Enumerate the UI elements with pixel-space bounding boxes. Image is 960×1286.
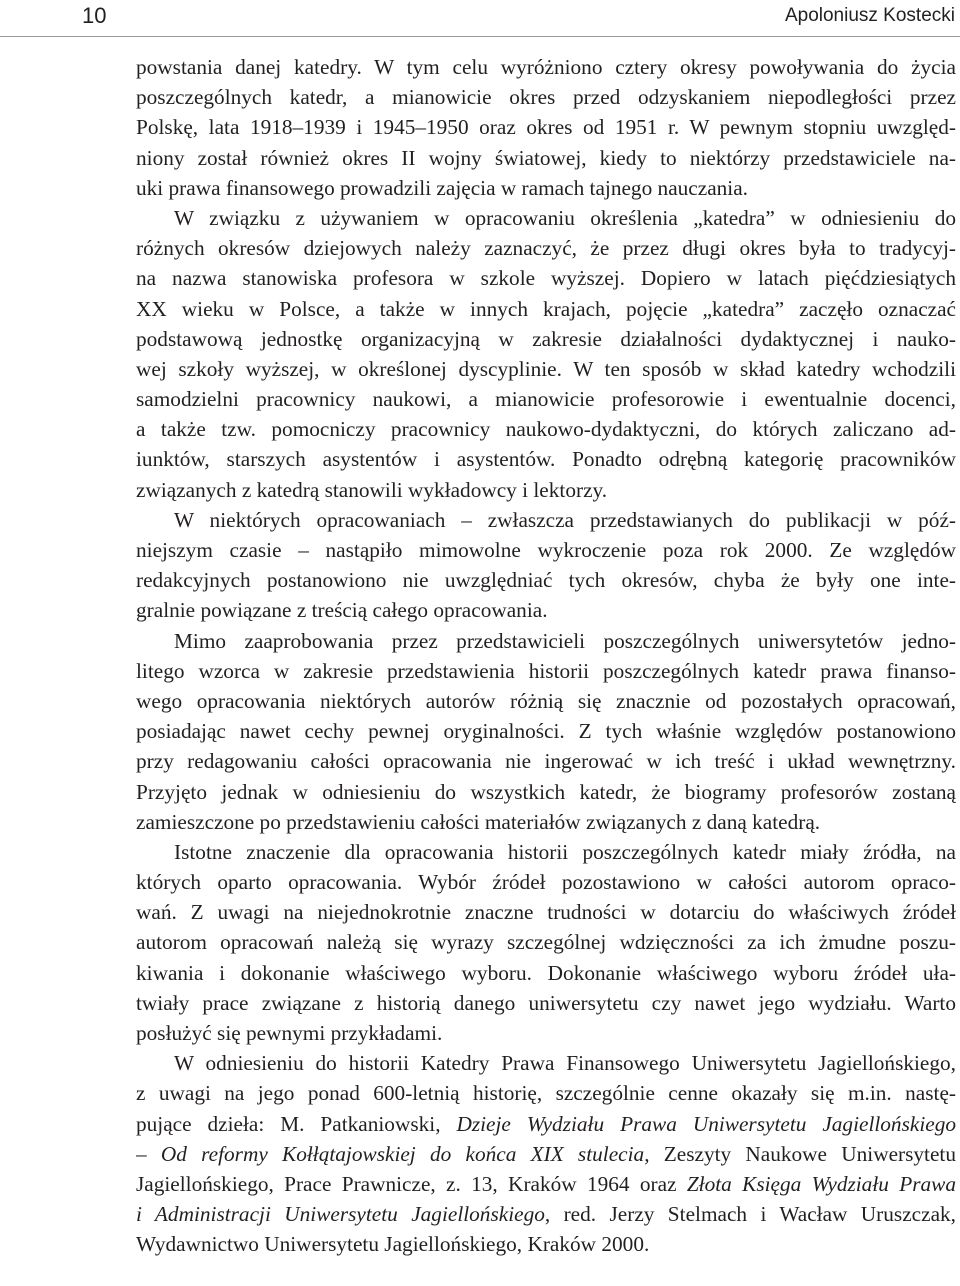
text-line: przy redagowaniu całości opracowania nie ingerować w ich treść i układ wewnętrzny.	[136, 749, 956, 774]
text-line: podstawową jednostkę organizacyjną w zakresie działalności dydaktycznej i nauko-	[136, 326, 956, 351]
text-line	[136, 1109, 956, 1139]
text-line: kiwania i dokonanie właściwego wyboru. Dokonanie właściwego wyboru źródeł uła-	[136, 960, 956, 985]
text-line: uki prawa finansowego prowadzili zajęcia w ramach tajnego nauczania.	[136, 175, 749, 200]
text-line: Polskę, lata 1918–1939 i 1945–1950 oraz okres od 1951 r. W pewnym stopniu uwzględ-	[136, 115, 956, 140]
text-line: iunktów, starszych asystentów i asystentów. Ponadto odrębną kategorię pracowników	[136, 447, 956, 472]
text-line: powstania danej katedry. W tym celu wyróżniono cztery okresy powoływania do życia	[136, 55, 956, 79]
text-line: związanych z katedrą stanowili wykładowcy i lektorzy.	[136, 477, 608, 502]
text-line: posłużyć się pewnymi przykładami.	[136, 1021, 443, 1045]
text-line: litego wzorca w zakresie przedstawienia historii poszczególnych katedr prawa finanso-	[136, 658, 956, 683]
text-line	[136, 1169, 956, 1199]
text-line: W niektórych opracowaniach – zwłaszcza przedstawianych do publikacji w póź-	[174, 507, 956, 532]
text-line: na nazwa stanowiska profesora w szkole wyższej. Dopiero w latach pięćdziesiątych	[136, 266, 956, 291]
text-line	[136, 1139, 956, 1169]
text-line: XX wieku w Polsce, a także w innych krajach, pojęcie „katedra” zaczęło oznaczać	[136, 296, 956, 321]
text-span: Jagiellońskiego, Prace Prawnicze, z. 13, Kraków 1964 oraz	[136, 1171, 687, 1196]
text-line: z uwagi na jego ponad 600-letnią historię, szczególnie cenne okazały się m.in. nastę-	[136, 1081, 956, 1106]
text-line: niejszym czasie – nastąpiło mimowolne wykroczenie poza rok 2000. Ze względów	[136, 538, 956, 562]
text-line: twiały prace związane z historią danego uniwersytetu czy nawet jego wydziału. Warto	[136, 990, 956, 1015]
text-span: , red. Jerzy Stelmach i Wacław Uruszczak,	[544, 1202, 956, 1227]
body-text	[136, 52, 956, 1260]
text-line: Wydawnictwo Uniwersytetu Jagiellońskiego, Kraków 2000.	[136, 1232, 650, 1257]
italic-title: i Administracji Uniwersytetu Jagiellońskiego	[136, 1202, 545, 1227]
text-line: redakcyjnych postanowiono nie uwzględniać tych okresów, chyba że były one inte-	[136, 568, 956, 593]
page-number: 10	[82, 3, 107, 28]
text-line: autorom opracowań należą się wyrazy szczególnej wdzięczności za ich żmudne poszu-	[136, 930, 956, 955]
text-line: poszczególnych katedr, a mianowicie okres przed odzyskaniem niepodległości przez	[136, 85, 956, 110]
italic-title: – Od reformy Kołłątajowskiej do końca XIX stulecia	[136, 1141, 645, 1166]
running-head-author: Apoloniusz Kostecki	[784, 5, 955, 26]
italic-title: Złota Księga Wydziału Prawa	[686, 1171, 956, 1196]
text-span: pujące dzieła: M. Patkaniowski,	[136, 1111, 457, 1136]
text-line: zamieszczone po przedstawieniu całości materiałów związanych z daną katedrą.	[136, 809, 821, 834]
text-line: samodzielni pracownicy naukowi, a mianowicie profesorowie i ewentualnie docenci,	[136, 387, 956, 412]
text-line: W związku z używaniem w opracowaniu określenia „katedra” w odniesieniu do	[174, 205, 956, 230]
text-line: wego opracowania niektórych autorów różnią się znacznie od pozostałych opracowań,	[136, 688, 956, 713]
text-span: , Zeszyty Naukowe Uniwersytetu	[644, 1141, 956, 1166]
text-line: wań. Z uwagi na niejednokrotnie znaczne trudności w dotarciu do właściwych źródeł	[136, 900, 956, 925]
text-line: posiadając nawet cechy pewnej oryginalności. Z tych właśnie względów postanowiono	[136, 719, 956, 744]
text-line: niony został również okres II wojny światowej, kiedy to niektórzy przedstawiciele na-	[136, 145, 956, 170]
text-line	[136, 1199, 956, 1229]
text-line: Mimo zaaprobowania przez przedstawicieli poszczególnych uniwersytetów jedno-	[174, 628, 956, 653]
text-line: których oparto opracowania. Wybór źródeł pozostawiono w całości autorom opraco-	[136, 870, 956, 895]
page-header	[0, 0, 960, 37]
text-line: Istotne znaczenie dla opracowania historii poszczególnych katedr miały źródła, na	[174, 839, 956, 864]
text-line: a także tzw. pomocniczy pracownicy naukowo-dydaktyczni, do których zaliczano ad-	[136, 417, 956, 442]
text-line: Przyjęto jednak w odniesieniu do wszystkich katedr, że biogramy profesorów zostaną	[136, 779, 956, 804]
text-line: gralnie powiązane z treścią całego opracowania.	[136, 598, 548, 623]
text-line: różnych okresów dziejowych należy zaznaczyć, że przez długi okres była to tradycyj-	[136, 236, 956, 261]
text-line: wej szkoły wyższej, w określonej dyscyplinie. W ten sposób w skład katedry wchodzili	[136, 356, 956, 381]
text-line: W odniesieniu do historii Katedry Prawa Finansowego Uniwersytetu Jagiellońskiego,	[174, 1051, 956, 1076]
italic-title: Dzieje Wydziału Prawa Uniwersytetu Jagiellońskiego	[456, 1111, 956, 1136]
